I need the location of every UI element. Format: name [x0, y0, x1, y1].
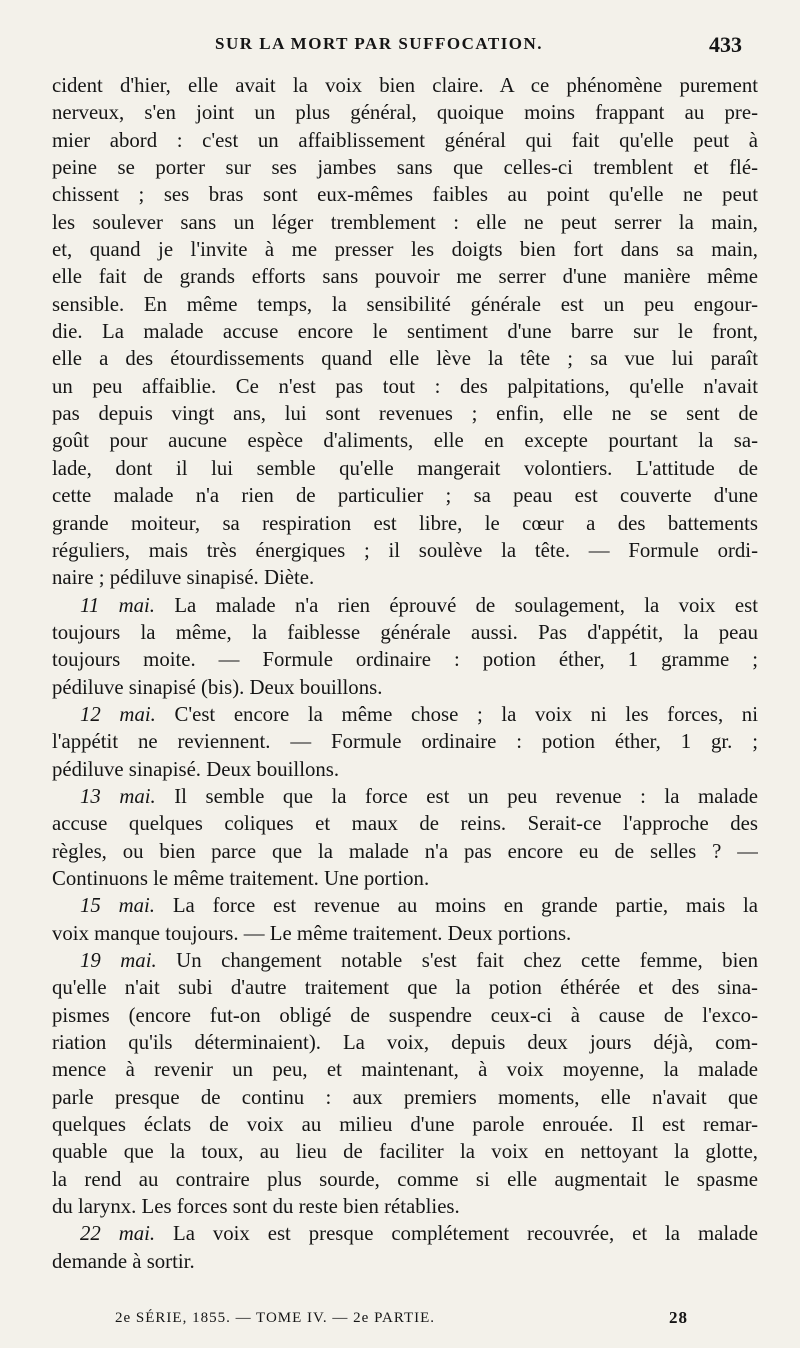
line-text: pas depuis vingt ans, lui sont revenues ; enfin, elle ne se sent de	[52, 402, 758, 426]
line-text: peine se porter sur ses jambes sans que celles-ci tremblent et flé-	[52, 156, 758, 180]
text-line	[52, 127, 758, 154]
line-text: pédiluve sinapisé. Deux bouillons.	[52, 757, 340, 781]
line-text: toujours moite. — Formule ordinaire : potion éther, 1 gramme ;	[52, 648, 758, 672]
line-text: Il semble que la force est un peu revenue : la malade	[155, 784, 758, 808]
text-line	[52, 1084, 758, 1111]
text-line	[52, 619, 758, 646]
text-line	[52, 564, 758, 591]
line-text: accuse quelques coliques et maux de reins. Serait-ce l'approche des	[52, 812, 758, 836]
line-text: voix manque toujours. — Le même traitement. Deux portions.	[52, 921, 572, 945]
line-text: demande à sortir.	[52, 1249, 195, 1273]
line-text: parle presque de continu : aux premiers moments, elle n'avait que	[52, 1085, 758, 1109]
text-line	[52, 291, 758, 318]
text-line	[52, 728, 758, 755]
entry-first-line	[52, 892, 758, 919]
line-text: Continuons le même traitement. Une portion.	[52, 866, 430, 890]
text-line	[52, 646, 758, 673]
line-text: sensible. En même temps, la sensibilité générale est un peu engour-	[52, 292, 758, 316]
line-text: du larynx. Les forces sont du reste bien rétablies.	[52, 1195, 460, 1219]
line-text: La force est revenue au moins en grande partie, mais la	[155, 894, 758, 918]
text-line	[52, 1002, 758, 1029]
line-text: goût pour aucune espèce d'aliments, elle en excepte pourtant la sa-	[52, 429, 758, 453]
text-line	[52, 756, 758, 783]
text-line	[52, 373, 758, 400]
text-line	[52, 263, 758, 290]
line-text: cident d'hier, elle avait la voix bien claire. A ce phénomène purement	[52, 74, 758, 97]
line-text: mier abord : c'est un affaiblissement général qui fait qu'elle peut à	[52, 128, 758, 152]
line-text: mence à revenir un peu, et maintenant, à voix moyenne, la malade	[52, 1058, 758, 1082]
text-line	[52, 427, 758, 454]
line-text: Un changement notable s'est fait chez cette femme, bien	[156, 949, 758, 972]
text-line	[52, 1056, 758, 1083]
line-text: la rend au contraire plus sourde, comme si elle augmentait le spasme	[52, 1167, 758, 1191]
text-line	[52, 99, 758, 126]
line-text: die. La malade accuse encore le sentiment d'une barre sur le front,	[52, 320, 758, 344]
entry-date: 11 mai.	[80, 593, 155, 617]
line-text: nerveux, s'en joint un plus général, quoique moins frappant au pre-	[52, 101, 758, 125]
text-line	[52, 1029, 758, 1056]
entry-first-line	[52, 592, 758, 619]
entry-date: 12 mai.	[80, 702, 156, 726]
line-text: et, quand je l'invite à me presser les doigts bien fort dans sa main,	[52, 238, 758, 262]
text-line	[52, 209, 758, 236]
entry-date: 22 mai.	[80, 1222, 156, 1246]
entry-date: 13 mai.	[80, 784, 156, 808]
line-text: naire ; pédiluve sinapisé. Diète.	[52, 566, 315, 590]
text-line	[52, 1138, 758, 1165]
text-line	[52, 236, 758, 263]
line-text: lade, dont il lui semble qu'elle mangerait volontiers. L'attitude de	[52, 456, 758, 480]
body-text	[52, 72, 758, 1275]
text-line	[52, 482, 758, 509]
line-text: réguliers, mais très énergiques ; il soulève la tête. — Formule ordi-	[52, 538, 758, 562]
line-text: chissent ; ses bras sont eux-mêmes faibles au point qu'elle ne peut	[52, 183, 758, 207]
text-line	[52, 1193, 758, 1220]
line-text: cette malade n'a rien de particulier ; sa peau est couverte d'une	[52, 484, 758, 508]
entry-first-line	[52, 701, 758, 728]
line-text: quelques éclats de voix au milieu d'une parole enrouée. Il est remar-	[52, 1113, 758, 1137]
footer-signature: 2e SÉRIE, 1855. — TOME IV. — 2e PARTIE.	[115, 1310, 436, 1326]
running-head: SUR LA MORT PAR SUFFOCATION.	[215, 34, 544, 53]
text-line	[52, 455, 758, 482]
text-line	[52, 72, 758, 99]
line-text: C'est encore la même chose ; la voix ni les forces, ni	[155, 702, 758, 726]
page-header	[0, 30, 800, 64]
sheet-number: 28	[669, 1308, 688, 1327]
line-text: elle fait de grands efforts sans pouvoir me serrer d'une manière même	[52, 265, 758, 289]
line-text: toujours la même, la faiblesse générale aussi. Pas d'appétit, la peau	[52, 620, 758, 644]
page-number: 433	[709, 32, 742, 57]
text-line	[52, 318, 758, 345]
text-line	[52, 920, 758, 947]
entry-first-line	[52, 783, 758, 810]
line-text: l'appétit ne reviennent. — Formule ordinaire : potion éther, 1 gr. ;	[52, 730, 758, 754]
text-line	[52, 510, 758, 537]
text-line	[52, 537, 758, 564]
line-text: riation qu'ils déterminaient). La voix, depuis deux jours déjà, com-	[52, 1031, 758, 1055]
text-line	[52, 345, 758, 372]
text-line	[52, 400, 758, 427]
line-text: les soulever sans un léger tremblement : elle ne peut serrer la main,	[52, 210, 758, 234]
text-line	[52, 181, 758, 208]
entry-first-line	[52, 947, 758, 974]
line-text: grande moiteur, sa respiration est libre, le cœur a des battements	[52, 511, 758, 535]
line-text: La voix est presque complétement recouvrée, et la malade	[155, 1222, 758, 1246]
text-line	[52, 838, 758, 865]
line-text: La malade n'a rien éprouvé de soulagement, la voix est	[154, 593, 758, 617]
text-line	[52, 1248, 758, 1275]
text-line	[52, 865, 758, 892]
line-text: qu'elle n'ait subi d'autre traitement que la potion éthérée et des sina-	[52, 976, 758, 1000]
entry-first-line	[52, 1220, 758, 1247]
text-line	[52, 810, 758, 837]
text-line	[52, 1166, 758, 1193]
line-text: pédiluve sinapisé (bis). Deux bouillons.	[52, 675, 383, 699]
entry-date: 19 mai.	[80, 949, 157, 972]
line-text: elle a des étourdissements quand elle lève la tête ; sa vue lui paraît	[52, 347, 758, 371]
text-line	[52, 1111, 758, 1138]
text-line	[52, 674, 758, 701]
line-text: règles, ou bien parce que la malade n'a pas encore eu de selles ? —	[52, 839, 758, 863]
entry-date: 15 mai.	[80, 894, 156, 918]
text-line	[52, 974, 758, 1001]
line-text: un peu affaiblie. Ce n'est pas tout : des palpitations, qu'elle n'avait	[52, 374, 758, 398]
line-text: pismes (encore fut-on obligé de suspendre ceux-ci à cause de l'exco-	[52, 1003, 758, 1027]
text-line	[52, 154, 758, 181]
page-footer	[0, 1310, 800, 1334]
line-text: quable que la toux, au lieu de faciliter la voix en nettoyant la glotte,	[52, 1140, 758, 1164]
